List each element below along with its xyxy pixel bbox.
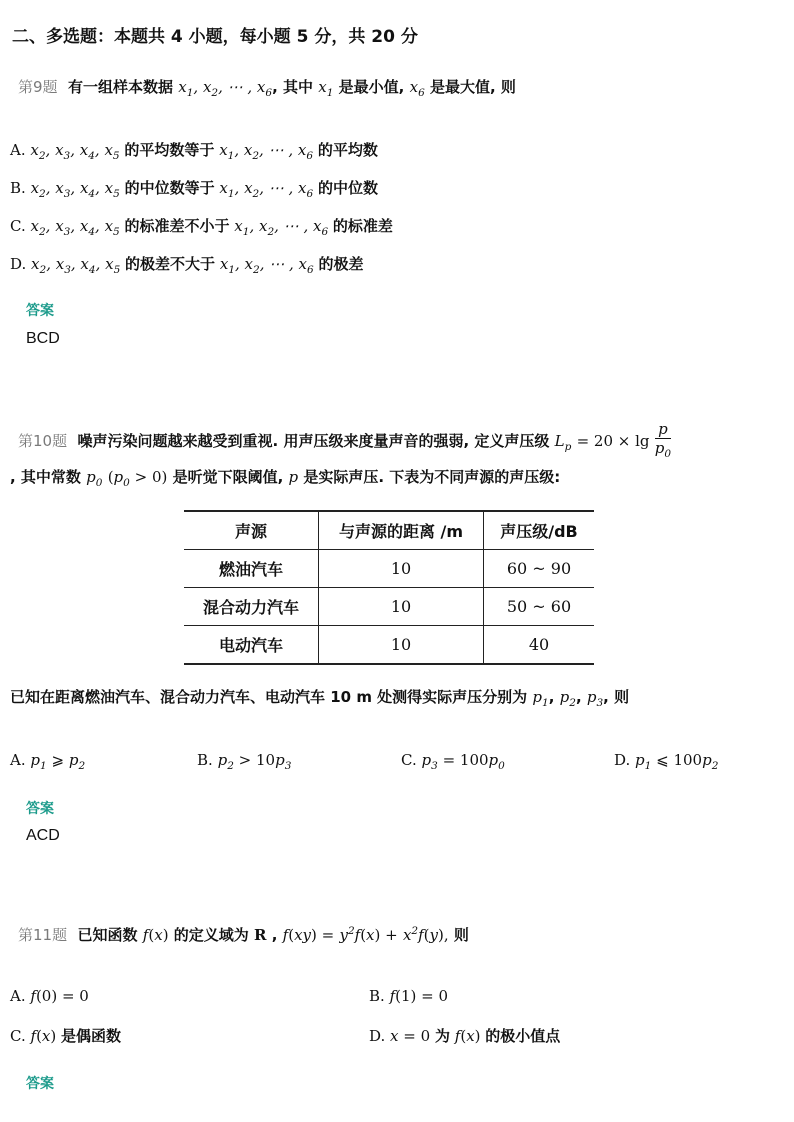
table-cell: 10	[319, 588, 484, 626]
question-11-option-b[interactable]: B. f(1) = 0	[369, 987, 449, 1005]
question-9-option-b[interactable]: B. $x_2$, $x_3$, $x_4$, $x_5$ 的中位数等于 $x_1$, $x_2$, ⋯ , $x_6$ 的中位数	[10, 179, 379, 200]
table-header: 声源	[184, 511, 319, 550]
question-10-stem-line2: , 其中常数 $p_0$ $(p_0 > 0)$ 是听觉下限阈值, p 是实际声压. 下表为不同声源的声压级:	[10, 468, 561, 489]
question-11-stem: 第11题 已知函数 f(x) 的定义域为 R , $f(xy) = y^2f(x) + x^2f(y)$, 则	[18, 925, 469, 944]
table-cell: 40	[484, 626, 595, 665]
table-header: 声压级/dB	[484, 511, 595, 550]
table-row	[184, 588, 594, 626]
table-cell: 10	[319, 626, 484, 665]
question-10-option-a[interactable]: A. $p_1$ ⩾ $p_2$	[10, 751, 86, 772]
table-header: 与声源的距离 /m	[319, 511, 484, 550]
question-9-option-d[interactable]: D. $x_2$, $x_3$, $x_4$, $x_5$ 的极差不大于 $x_1$, $x_2$, ⋯ , $x_6$ 的极差	[10, 255, 364, 276]
question-9-option-a[interactable]: A. $x_2$, $x_3$, $x_4$, $x_5$ 的平均数等于 $x_1$, $x_2$, ⋯ , $x_6$ 的平均数	[10, 141, 378, 162]
question-10-number: 第10题	[18, 432, 68, 450]
table-cell: 混合动力汽车	[184, 588, 319, 626]
pressure-fraction: $\frac{p}{p_0}$	[654, 420, 672, 460]
question-9-number: 第9题	[18, 78, 58, 96]
question-10-stem-line3: 已知在距离燃油汽车、混合动力汽车、电动汽车 10 m 处测得实际声压分别为 $p_1$, $p_2$, $p_3$, 则	[10, 688, 630, 709]
section-title: 二、多选题：本题共 4 小题，每小题 5 分，共 20 分	[12, 27, 418, 47]
question-10-answer-label: 答案	[26, 801, 54, 817]
table-row	[184, 550, 594, 588]
table-cell: 燃油汽车	[184, 550, 319, 588]
question-10-stem: 第10题 噪声污染问题越来越受到重视. 用声压级来度量声音的强弱, 定义声压级 $L_p = 20 \times \lg$ $\frac{p}{p_0}$	[18, 420, 671, 463]
question-11-option-a[interactable]: A. f(0) = 0	[10, 987, 89, 1005]
table-header-row	[184, 511, 594, 550]
question-11-option-d[interactable]: D. x = 0 为 f(x) 的极小值点	[369, 1027, 561, 1045]
sound-source-table	[184, 510, 594, 665]
table-cell: 电动汽车	[184, 626, 319, 665]
question-9-option-c[interactable]: C. $x_2$, $x_3$, $x_4$, $x_5$ 的标准差不小于 $x_1$, $x_2$, ⋯ , $x_6$ 的标准差	[10, 217, 393, 238]
question-9-answer: BCD	[26, 330, 60, 347]
question-11-option-c[interactable]: C. f(x) 是偶函数	[10, 1027, 122, 1045]
table-cell: 10	[319, 550, 484, 588]
question-10-option-d[interactable]: D. $p_1$ ⩽ $100p_2$	[614, 751, 719, 772]
table-cell: 50 ~ 60	[484, 588, 595, 626]
question-9-stem: 第9题 有一组样本数据 $x_1$, $x_2$, ⋯ , $x_6$, 其中 $x_1$ 是最小值, $x_6$ 是最大值, 则	[18, 78, 516, 99]
question-10-option-b[interactable]: B. $p_2 > 10p_3$	[197, 751, 292, 772]
table-cell: 60 ~ 90	[484, 550, 595, 588]
table-row	[184, 626, 594, 665]
question-9-answer-label: 答案	[26, 303, 54, 319]
question-10-answer: ACD	[26, 827, 60, 844]
question-11-number: 第11题	[18, 926, 68, 944]
question-11-answer-label: 答案	[26, 1076, 54, 1092]
question-10-option-c[interactable]: C. $p_3 = 100p_0$	[401, 751, 505, 772]
